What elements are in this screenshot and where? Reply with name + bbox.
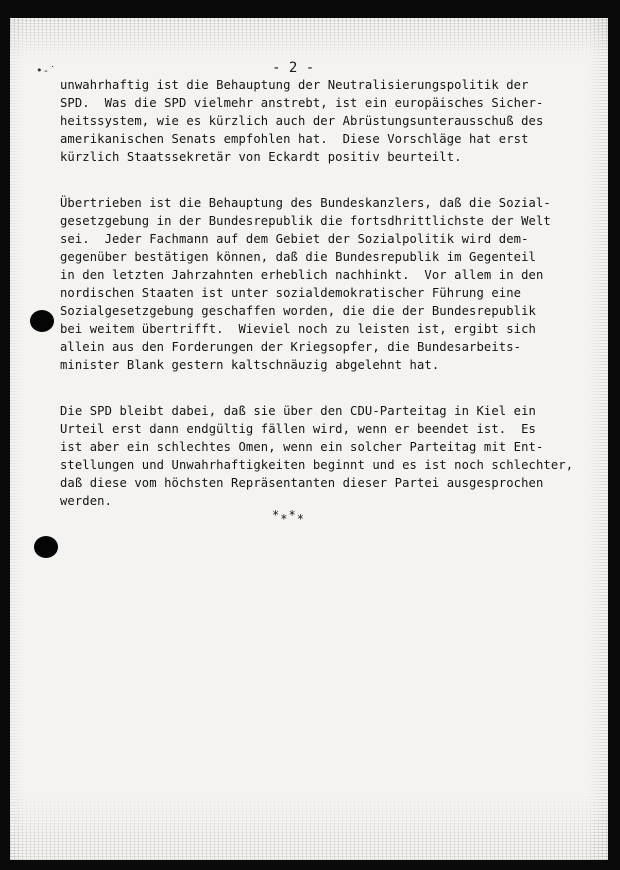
scan-noise-bottom — [10, 790, 608, 860]
text-line: werden. — [60, 494, 113, 508]
body-text — [60, 76, 574, 538]
text-line: kürzlich Staatssekretär von Eckardt positiv beurteilt. — [60, 150, 462, 164]
paragraph-2 — [60, 194, 560, 374]
text-line: Sozialgesetzgebung geschaffen worden, die die der Bundesrepublik — [60, 304, 536, 318]
separator-star: * — [288, 508, 297, 522]
text-line: allein aus den Forderungen der Kriegsopfer, die Bundesarbeits- — [60, 340, 522, 354]
paragraph-3 — [60, 402, 574, 510]
text-line: SPD. Was die SPD vielmehr anstrebt, ist ein europäisches Sicher- — [60, 96, 544, 110]
text-line: amerikanischen Senats empfohlen hat. Diese Vorschläge hat erst — [60, 132, 529, 146]
text-line: minister Blank gestern kaltschnäuzig abgelehnt hat. — [60, 358, 440, 372]
text-line: Die SPD bleibt dabei, daß sie über den CDU-Parteitag in Kiel ein — [60, 404, 536, 418]
text-line: sei. Jeder Fachmann auf dem Gebiet der Sozialpolitik wird dem- — [60, 232, 529, 246]
text-line: gesetzgebung in der Bundesrepublik die fortsdhrittlichste der Welt — [60, 214, 551, 228]
section-separator — [272, 508, 305, 526]
scan-speck: •-˙ — [36, 64, 56, 77]
text-line: Übertrieben ist die Behauptung des Bundeskanzlers, daß die Sozial- — [60, 196, 551, 210]
text-line: stellungen und Unwahrhaftigkeiten beginnt und es ist noch schlechter, — [60, 458, 574, 472]
scan-noise-top — [10, 18, 608, 60]
scan-noise-left — [10, 18, 24, 860]
separator-star: * — [296, 512, 305, 526]
page-number: - 2 - — [272, 60, 315, 76]
scan-noise-right — [588, 18, 608, 860]
text-line: Urteil erst dann endgültig fällen wird, wenn er beendet ist. Es — [60, 422, 536, 436]
text-line: in den letzten Jahrzahnten erheblich nachhinkt. Vor allem in den — [60, 268, 544, 282]
paragraph-1 — [60, 76, 560, 166]
text-line: nordischen Staaten ist unter sozialdemokratischer Führung eine — [60, 286, 522, 300]
punch-hole-lower — [34, 536, 58, 558]
text-line: bei weitem übertrifft. Wieviel noch zu leisten ist, ergibt sich — [60, 322, 536, 336]
text-line: ist aber ein schlechtes Omen, wenn ein solcher Parteitag mit Ent- — [60, 440, 544, 454]
punch-hole-upper — [30, 310, 54, 332]
text-line: daß diese vom höchsten Repräsentanten dieser Partei ausgesprochen — [60, 476, 544, 490]
text-line: unwahrhaftig ist die Behauptung der Neutralisierungspolitik der — [60, 78, 529, 92]
separator-star: * — [272, 508, 281, 522]
text-line: heitssystem, wie es kürzlich auch der Abrüstungsunterausschuß des — [60, 114, 544, 128]
separator-star: * — [280, 512, 289, 526]
text-line: gegenüber bestätigen können, daß die Bundesrepublik im Gegenteil — [60, 250, 536, 264]
document-page — [10, 18, 608, 860]
